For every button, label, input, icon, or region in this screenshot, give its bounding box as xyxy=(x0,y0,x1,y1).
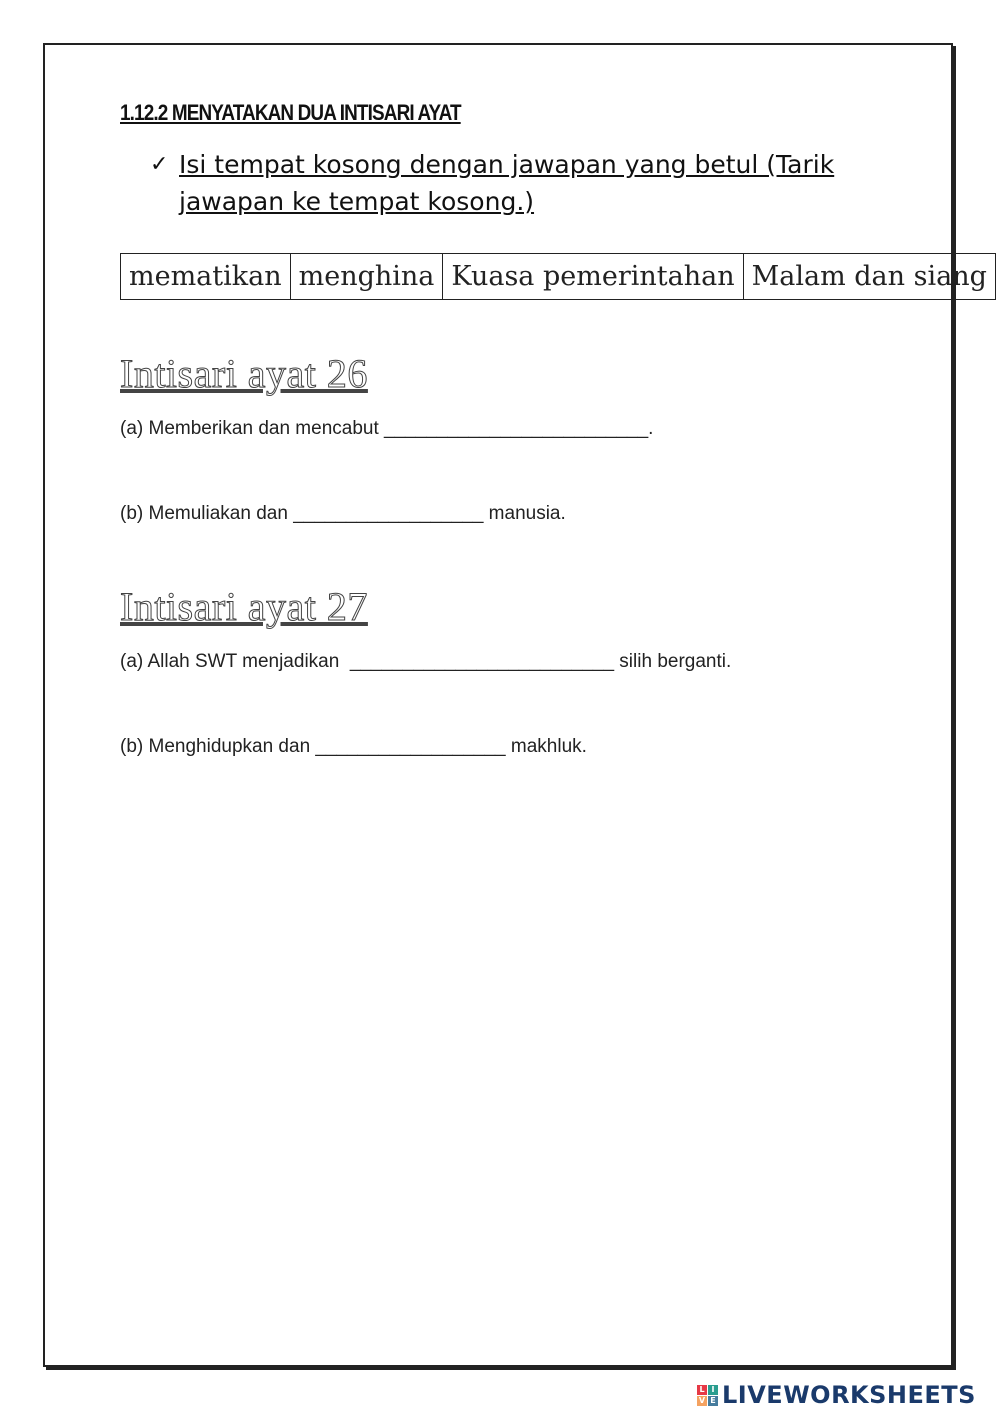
question-26b: (b) Memuliakan dan __________________ manusia. xyxy=(120,503,566,524)
answer-option-malam-dan-siang[interactable]: Malam dan siang xyxy=(743,254,995,300)
worksheet-heading: 1.12.2 MENYATAKAN DUA INTISARI AYAT xyxy=(120,100,461,125)
question-26a: (a) Memberikan dan mencabut _________________________. xyxy=(120,418,654,439)
answer-option-kuasa-pemerintahan[interactable]: Kuasa pemerintahan xyxy=(443,254,743,300)
answer-option-mematikan[interactable]: mematikan xyxy=(121,254,291,300)
liveworksheets-logo-icon: L I V E xyxy=(697,1385,718,1406)
answer-option-menghina[interactable]: menghina xyxy=(290,254,443,300)
section-title-ayat-27: Intisari ayat 27 xyxy=(120,584,368,629)
question-27a: (a) Allah SWT menjadikan _________________________ silih berganti. xyxy=(120,651,732,672)
instruction xyxy=(150,146,870,220)
instruction-text: Isi tempat kosong dengan jawapan yang betul (Tarik jawapan ke tempat kosong.) xyxy=(179,150,835,216)
answer-bank xyxy=(120,253,996,300)
watermark-text: LIVEWORKSHEETS xyxy=(722,1381,976,1409)
checkmark-icon: ✓ xyxy=(150,152,169,177)
liveworksheets-watermark xyxy=(697,1381,976,1409)
section-title-ayat-26: Intisari ayat 26 xyxy=(120,351,368,396)
page-frame xyxy=(43,43,953,1367)
question-27b: (b) Menghidupkan dan __________________ makhluk. xyxy=(120,736,587,757)
